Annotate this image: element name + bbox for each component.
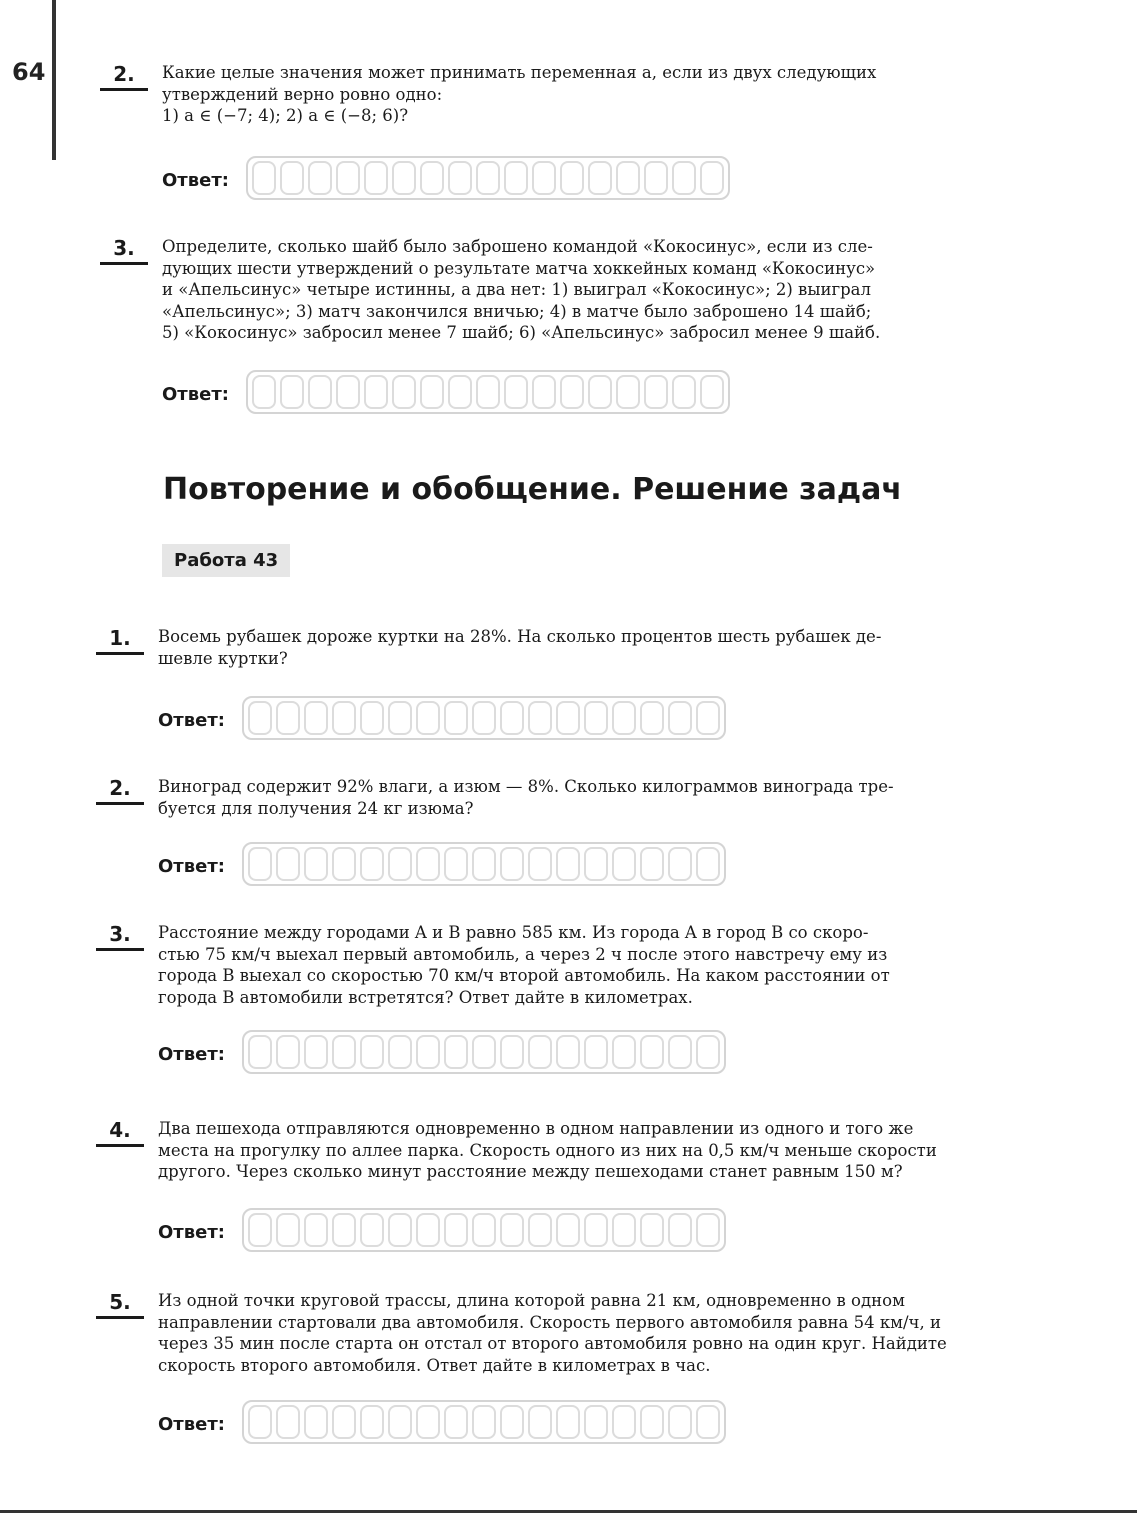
answer-cell[interactable] bbox=[584, 1405, 608, 1439]
answer-cell[interactable] bbox=[276, 847, 300, 881]
answer-cell[interactable] bbox=[304, 847, 328, 881]
answer-cell[interactable] bbox=[556, 1405, 580, 1439]
task-line: 5) «Кокосинус» забросил менее 7 шайб; 6) «Апельсинус» забросил менее 9 шайб. bbox=[162, 323, 881, 342]
answer-cell[interactable] bbox=[252, 375, 276, 409]
answer-cell[interactable] bbox=[308, 161, 332, 195]
answer-cell[interactable] bbox=[248, 847, 272, 881]
answer-cell[interactable] bbox=[584, 1213, 608, 1247]
answer-cell[interactable] bbox=[388, 1405, 412, 1439]
answer-cell[interactable] bbox=[616, 375, 640, 409]
answer-cell[interactable] bbox=[612, 701, 636, 735]
answer-cell[interactable] bbox=[612, 847, 636, 881]
section-title: Повторение и обобщение. Решение задач bbox=[163, 472, 902, 507]
task-number: 2. bbox=[100, 62, 148, 91]
answer-cell[interactable] bbox=[500, 847, 524, 881]
answer-cell[interactable] bbox=[476, 161, 500, 195]
answer-cell[interactable] bbox=[504, 375, 528, 409]
answer-cell[interactable] bbox=[416, 701, 440, 735]
answer-cell[interactable] bbox=[640, 1213, 664, 1247]
answer-cell[interactable] bbox=[276, 701, 300, 735]
answer-cell[interactable] bbox=[640, 1035, 664, 1069]
answer-cell[interactable] bbox=[556, 1035, 580, 1069]
task-text bbox=[158, 922, 1078, 1008]
task-line: скорость второго автомобиля. Ответ дайте в километрах в час. bbox=[158, 1355, 711, 1375]
answer-cell[interactable] bbox=[668, 1213, 692, 1247]
answer-cell[interactable] bbox=[696, 1213, 720, 1247]
task-number: 3. bbox=[100, 236, 148, 265]
answer-cell[interactable] bbox=[588, 375, 612, 409]
answer-cell[interactable] bbox=[276, 1213, 300, 1247]
answer-cell[interactable] bbox=[392, 375, 416, 409]
task-text bbox=[158, 626, 1078, 669]
task-line: Два пешехода отправляются одновременно в одном направлении из одного и того же bbox=[158, 1119, 914, 1138]
task-text bbox=[162, 236, 1082, 344]
answer-cell[interactable] bbox=[560, 161, 584, 195]
answer-cell[interactable] bbox=[304, 1405, 328, 1439]
answer-cell[interactable] bbox=[336, 375, 360, 409]
answer-cell[interactable] bbox=[416, 1405, 440, 1439]
answer-cell[interactable] bbox=[280, 375, 304, 409]
answer-cell[interactable] bbox=[444, 701, 468, 735]
answer-cell[interactable] bbox=[304, 701, 328, 735]
answer-cell[interactable] bbox=[528, 1035, 552, 1069]
task-line: утверждений верно ровно одно: bbox=[162, 84, 443, 104]
answer-grid[interactable] bbox=[246, 156, 730, 200]
answer-cell[interactable] bbox=[476, 375, 500, 409]
task-text bbox=[162, 62, 1082, 127]
answer-cell[interactable] bbox=[500, 1405, 524, 1439]
task-line: шевле куртки? bbox=[158, 648, 288, 668]
task-line: Виноград содержит 92% влаги, а изюм — 8%. Сколько килограммов винограда тре- bbox=[158, 777, 894, 796]
answer-cell[interactable] bbox=[364, 161, 388, 195]
answer-grid[interactable] bbox=[242, 1208, 726, 1252]
answer-cell[interactable] bbox=[472, 1405, 496, 1439]
answer-cell[interactable] bbox=[560, 375, 584, 409]
answer-cell[interactable] bbox=[472, 1213, 496, 1247]
answer-cell[interactable] bbox=[444, 1213, 468, 1247]
answer-cell[interactable] bbox=[444, 847, 468, 881]
answer-cell[interactable] bbox=[248, 701, 272, 735]
answer-cell[interactable] bbox=[644, 161, 668, 195]
answer-cell[interactable] bbox=[472, 1035, 496, 1069]
task-line: другого. Через сколько минут расстояние между пешеходами станет равным 150 м? bbox=[158, 1162, 903, 1181]
task-line: дующих шести утверждений о результате матча хоккейных команд «Кокосинус» bbox=[162, 258, 876, 278]
answer-cell[interactable] bbox=[696, 847, 720, 881]
answer-cell[interactable] bbox=[640, 701, 664, 735]
answer-cell[interactable] bbox=[448, 161, 472, 195]
answer-cell[interactable] bbox=[640, 847, 664, 881]
task-line: «Апельсинус»; 3) матч закончился вничью; 4) в матче было заброшено 14 шайб; bbox=[162, 301, 872, 321]
task-line: через 35 мин после старта он отстал от второго автомобиля ровно на один круг. Найдите bbox=[158, 1334, 947, 1353]
answer-cell[interactable] bbox=[584, 701, 608, 735]
side-rule bbox=[52, 0, 56, 160]
answer-cell[interactable] bbox=[500, 1213, 524, 1247]
answer-cell[interactable] bbox=[448, 375, 472, 409]
answer-cell[interactable] bbox=[616, 161, 640, 195]
answer-cell[interactable] bbox=[700, 161, 724, 195]
task-number: 4. bbox=[96, 1118, 144, 1147]
task-text bbox=[158, 1290, 1078, 1376]
task-text bbox=[158, 1118, 1078, 1183]
answer-cell[interactable] bbox=[360, 847, 384, 881]
answer-cell[interactable] bbox=[612, 1035, 636, 1069]
answer-cell[interactable] bbox=[416, 1035, 440, 1069]
answer-grid[interactable] bbox=[242, 1030, 726, 1074]
answer-cell[interactable] bbox=[528, 1213, 552, 1247]
answer-cell[interactable] bbox=[332, 1213, 356, 1247]
work-badge: Работа 43 bbox=[162, 544, 290, 577]
task-line: Определите, сколько шайб было заброшено командой «Кокосинус», если из сле- bbox=[162, 237, 873, 256]
answer-cell[interactable] bbox=[532, 375, 556, 409]
answer-cell[interactable] bbox=[252, 161, 276, 195]
answer-cell[interactable] bbox=[668, 1405, 692, 1439]
answer-cell[interactable] bbox=[472, 701, 496, 735]
answer-cell[interactable] bbox=[504, 161, 528, 195]
answer-cell[interactable] bbox=[360, 1405, 384, 1439]
task-text bbox=[158, 776, 1078, 819]
answer-cell[interactable] bbox=[588, 161, 612, 195]
answer-cell[interactable] bbox=[416, 1213, 440, 1247]
answer-cell[interactable] bbox=[528, 1405, 552, 1439]
task-line: Расстояние между городами A и B равно 585 км. Из города A в город B со скоро- bbox=[158, 923, 869, 942]
answer-cell[interactable] bbox=[248, 1405, 272, 1439]
task-line: направлении стартовали два автомобиля. Скорость первого автомобиля равна 54 км/ч, и bbox=[158, 1312, 941, 1332]
task-line: города B автомобили встретятся? Ответ дайте в километрах. bbox=[158, 987, 693, 1007]
answer-cell[interactable] bbox=[672, 161, 696, 195]
answer-cell[interactable] bbox=[528, 847, 552, 881]
answer-cell[interactable] bbox=[280, 161, 304, 195]
answer-cell[interactable] bbox=[668, 847, 692, 881]
answer-cell[interactable] bbox=[276, 1405, 300, 1439]
task-number: 3. bbox=[96, 922, 144, 951]
answer-cell[interactable] bbox=[612, 1405, 636, 1439]
answer-label: Ответ: bbox=[158, 856, 225, 877]
answer-label: Ответ: bbox=[162, 384, 229, 405]
answer-cell[interactable] bbox=[416, 847, 440, 881]
answer-cell[interactable] bbox=[672, 375, 696, 409]
answer-cell[interactable] bbox=[528, 701, 552, 735]
answer-cell[interactable] bbox=[668, 1035, 692, 1069]
answer-cell[interactable] bbox=[696, 1035, 720, 1069]
answer-cell[interactable] bbox=[388, 1213, 412, 1247]
answer-cell[interactable] bbox=[532, 161, 556, 195]
task-line: места на прогулку по аллее парка. Скорость одного из них на 0,5 км/ч меньше скорости bbox=[158, 1140, 937, 1160]
task-number: 1. bbox=[96, 626, 144, 655]
answer-cell[interactable] bbox=[332, 701, 356, 735]
answer-cell[interactable] bbox=[584, 847, 608, 881]
answer-cell[interactable] bbox=[304, 1213, 328, 1247]
answer-grid[interactable] bbox=[242, 1400, 726, 1444]
bottom-rule bbox=[0, 1510, 1137, 1513]
answer-cell[interactable] bbox=[644, 375, 668, 409]
task-line: Восемь рубашек дороже куртки на 28%. На сколько процентов шесть рубашек де- bbox=[158, 627, 882, 646]
answer-cell[interactable] bbox=[444, 1405, 468, 1439]
answer-cell[interactable] bbox=[332, 847, 356, 881]
task-line: 1) a ∈ (−7; 4); 2) a ∈ (−8; 6)? bbox=[162, 106, 409, 125]
answer-cell[interactable] bbox=[360, 1213, 384, 1247]
answer-label: Ответ: bbox=[162, 170, 229, 191]
answer-cell[interactable] bbox=[444, 1035, 468, 1069]
answer-cell[interactable] bbox=[332, 1405, 356, 1439]
answer-cell[interactable] bbox=[360, 701, 384, 735]
task-line: города B выехал со скоростью 70 км/ч второй автомобиль. На каком расстоянии от bbox=[158, 966, 890, 985]
answer-cell[interactable] bbox=[332, 1035, 356, 1069]
answer-cell[interactable] bbox=[308, 375, 332, 409]
answer-grid[interactable] bbox=[242, 842, 726, 886]
answer-cell[interactable] bbox=[360, 1035, 384, 1069]
task-number: 5. bbox=[96, 1290, 144, 1319]
answer-cell[interactable] bbox=[584, 1035, 608, 1069]
answer-cell[interactable] bbox=[388, 1035, 412, 1069]
answer-cell[interactable] bbox=[364, 375, 388, 409]
answer-cell[interactable] bbox=[696, 701, 720, 735]
answer-cell[interactable] bbox=[472, 847, 496, 881]
answer-label: Ответ: bbox=[158, 1222, 225, 1243]
answer-cell[interactable] bbox=[276, 1035, 300, 1069]
answer-label: Ответ: bbox=[158, 1414, 225, 1435]
page-number: 64 bbox=[12, 58, 46, 86]
task-number: 2. bbox=[96, 776, 144, 805]
answer-cell[interactable] bbox=[612, 1213, 636, 1247]
answer-cell[interactable] bbox=[336, 161, 360, 195]
answer-cell[interactable] bbox=[700, 375, 724, 409]
answer-grid[interactable] bbox=[246, 370, 730, 414]
task-line: Какие целые значения может принимать переменная a, если из двух следующих bbox=[162, 63, 877, 82]
answer-cell[interactable] bbox=[388, 701, 412, 735]
answer-cell[interactable] bbox=[556, 847, 580, 881]
answer-label: Ответ: bbox=[158, 710, 225, 731]
answer-cell[interactable] bbox=[696, 1405, 720, 1439]
answer-cell[interactable] bbox=[248, 1035, 272, 1069]
answer-cell[interactable] bbox=[668, 701, 692, 735]
answer-cell[interactable] bbox=[556, 1213, 580, 1247]
answer-cell[interactable] bbox=[640, 1405, 664, 1439]
answer-cell[interactable] bbox=[420, 375, 444, 409]
answer-cell[interactable] bbox=[500, 1035, 524, 1069]
answer-cell[interactable] bbox=[556, 701, 580, 735]
answer-label: Ответ: bbox=[158, 1044, 225, 1065]
answer-grid[interactable] bbox=[242, 696, 726, 740]
task-line: Из одной точки круговой трассы, длина которой равна 21 км, одновременно в одном bbox=[158, 1291, 905, 1310]
answer-cell[interactable] bbox=[388, 847, 412, 881]
answer-cell[interactable] bbox=[304, 1035, 328, 1069]
task-line: и «Апельсинус» четыре истинны, а два нет: 1) выиграл «Кокосинус»; 2) выиграл bbox=[162, 280, 872, 299]
task-line: буется для получения 24 кг изюма? bbox=[158, 798, 474, 818]
answer-cell[interactable] bbox=[392, 161, 416, 195]
task-line: стью 75 км/ч выехал первый автомобиль, а через 2 ч после этого навстречу ему из bbox=[158, 944, 888, 964]
answer-cell[interactable] bbox=[420, 161, 444, 195]
answer-cell[interactable] bbox=[248, 1213, 272, 1247]
answer-cell[interactable] bbox=[500, 701, 524, 735]
